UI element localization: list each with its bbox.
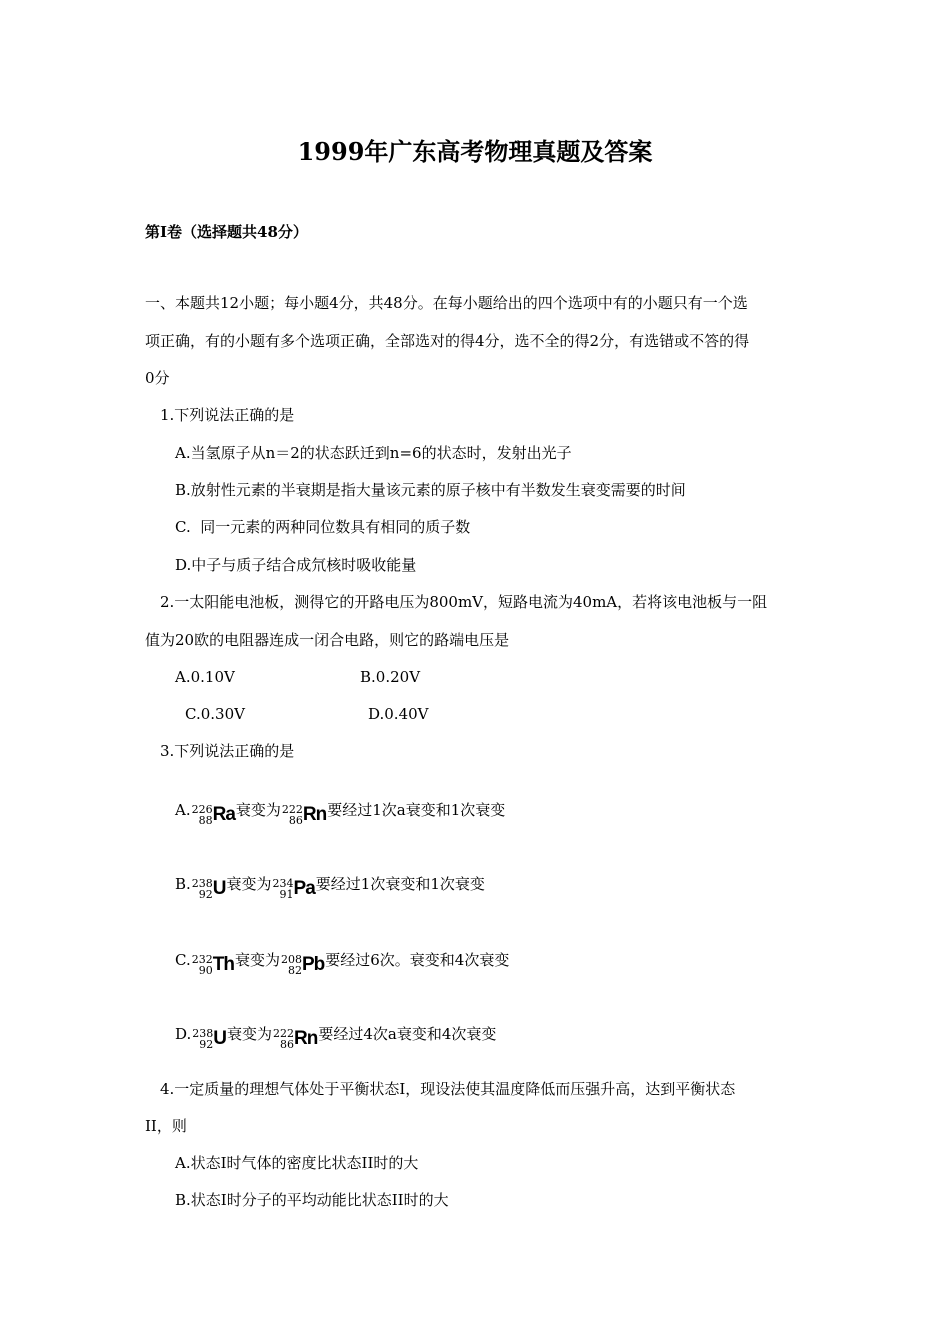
- option-letter: C.: [175, 951, 191, 969]
- atomic-number: 88: [198, 814, 213, 827]
- nuclide-pb-208: [281, 952, 324, 976]
- nuclide-rn-222: [273, 1026, 317, 1050]
- decay-verb: 衰变为: [227, 1025, 273, 1043]
- atomic-number: 86: [288, 814, 303, 827]
- option-letter: D.: [175, 1025, 192, 1043]
- element-symbol: Rn: [302, 804, 327, 825]
- decay-verb: 衰变为: [234, 951, 280, 969]
- decay-verb: 衰变为: [235, 801, 281, 819]
- q3-option-b: [175, 872, 485, 900]
- q4-option-b: B.状态I时分子的平均动能比状态II时的大: [175, 1191, 449, 1209]
- element-symbol: Th: [212, 954, 234, 975]
- instructions-line-3: 0分: [145, 369, 170, 387]
- instructions-line-1: 一、本题共12小题；每小题4分，共48分。在每小题给出的四个选项中有的小题只有一个选: [145, 294, 748, 312]
- option-letter: A.: [175, 801, 191, 819]
- element-symbol: Pb: [301, 954, 325, 975]
- q2-option-a: A.0.10V: [175, 668, 235, 686]
- mass-number: 232: [191, 953, 213, 966]
- document-title: 1999年广东高考物理真题及答案: [297, 137, 653, 166]
- atomic-number: 90: [198, 964, 213, 977]
- q4-option-a: A.状态I时气体的密度比状态II时的大: [175, 1154, 419, 1172]
- element-symbol: Ra: [212, 804, 235, 825]
- mass-number: 222: [281, 803, 303, 816]
- atomic-number: 91: [279, 888, 294, 901]
- element-symbol: U: [212, 878, 226, 899]
- q2-option-b: B.0.20V: [360, 668, 421, 686]
- q2-option-c: C.0.30V: [185, 705, 245, 723]
- element-symbol: U: [213, 1028, 226, 1049]
- nuclide-u-238: [192, 1026, 226, 1050]
- element-symbol: Rn: [294, 1028, 318, 1049]
- atomic-number: 92: [198, 888, 213, 901]
- mass-number: 208: [280, 953, 302, 966]
- mass-number: 238: [192, 1027, 214, 1040]
- option-tail: 要经过1次a衰变和1次衰变: [327, 801, 506, 819]
- q1-option-a: A.当氢原子从n＝2的状态跃迁到n=6的状态时，发射出光子: [175, 444, 572, 462]
- atomic-number: 86: [280, 1038, 295, 1051]
- q3-option-c: [175, 948, 509, 976]
- q2-option-d: D.0.40V: [368, 705, 429, 723]
- section-heading: 第I卷（选择题共48分）: [145, 223, 308, 241]
- element-symbol: Pa: [293, 878, 315, 899]
- q3-stem: 3.下列说法正确的是: [160, 742, 295, 760]
- q1-stem: 1.下列说法正确的是: [160, 406, 295, 424]
- atomic-number: 92: [199, 1038, 214, 1051]
- q2-stem-line-2: 值为20欧的电阻器连成一闭合电路，则它的路端电压是: [145, 631, 510, 649]
- nuclide-pa-234: [273, 876, 315, 900]
- q1-option-d: D.中子与质子结合成氘核时吸收能量: [175, 556, 417, 574]
- q1-option-b: B.放射性元素的半衰期是指大量该元素的原子核中有半数发生衰变需要的时间: [175, 481, 686, 499]
- option-tail: 要经过4次a衰变和4次衰变: [318, 1025, 497, 1043]
- q1-option-c: C. 同一元素的两种同位数具有相同的质子数: [175, 518, 471, 536]
- mass-number: 234: [272, 877, 294, 890]
- mass-number: 226: [191, 803, 213, 816]
- q2-stem-line-1: 2.一太阳能电池板，测得它的开路电压为800mV，短路电流为40mA，若将该电池板与一阻: [160, 593, 768, 611]
- q3-option-a: [175, 798, 505, 826]
- q4-stem-line-1: 4.一定质量的理想气体处于平衡状态I，现设法使其温度降低而压强升高，达到平衡状态: [160, 1080, 736, 1098]
- mass-number: 238: [191, 877, 213, 890]
- decay-verb: 衰变为: [226, 875, 272, 893]
- option-tail: 要经过6次。衰变和4次衰变: [325, 951, 510, 969]
- option-letter: B.: [175, 875, 191, 893]
- nuclide-ra-226: [192, 802, 235, 826]
- q4-stem-line-2: II，则: [145, 1117, 187, 1135]
- nuclide-th-232: [192, 952, 234, 976]
- instructions-line-2: 项正确，有的小题有多个选项正确，全部选对的得4分，选不全的得2分，有选错或不答的得: [145, 332, 750, 350]
- option-tail: 要经过1次衰变和1次衰变: [315, 875, 485, 893]
- nuclide-u-238: [192, 876, 226, 900]
- nuclide-rn-222: [282, 802, 326, 826]
- mass-number: 222: [273, 1027, 295, 1040]
- atomic-number: 82: [287, 964, 302, 977]
- q3-option-d: [175, 1022, 496, 1050]
